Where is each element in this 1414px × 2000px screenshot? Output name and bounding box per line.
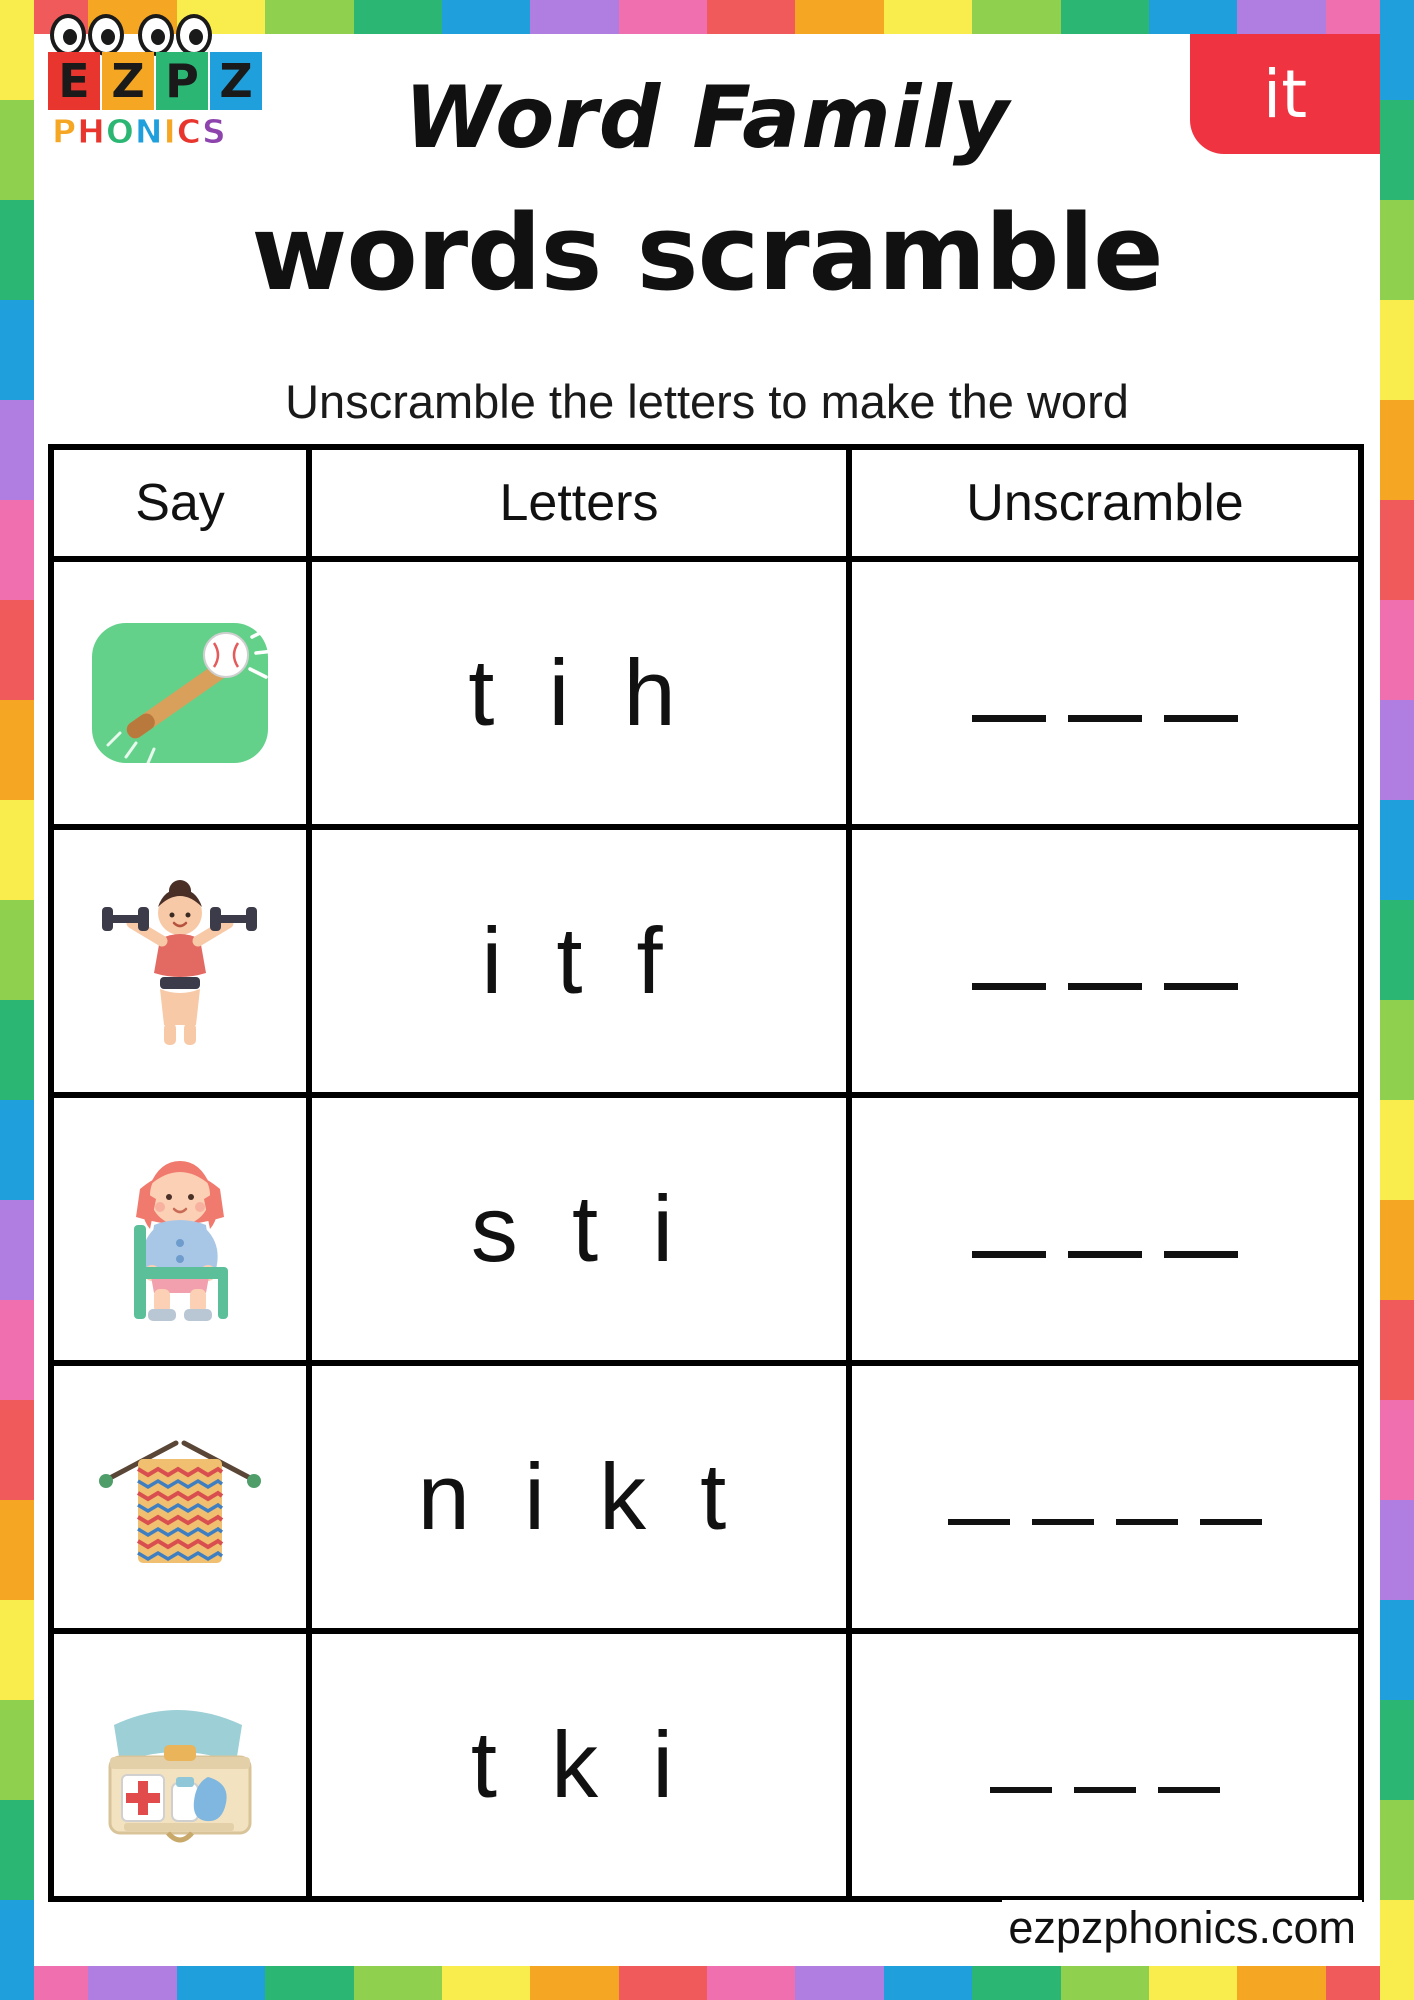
unscramble-answer-cell[interactable] [852,830,1358,1092]
border-swatch [1380,700,1414,800]
border-swatch [795,0,883,34]
letters-text: s t i [470,1176,688,1281]
border-swatch [1380,900,1414,1000]
border-swatch [1380,1600,1414,1700]
answer-blank[interactable] [1068,983,1142,990]
border-swatch [442,1966,530,2000]
border-swatch [88,1966,176,2000]
border-swatch [1380,1300,1414,1400]
answer-blanks[interactable] [972,1251,1238,1258]
border-swatch [0,1000,34,1100]
say-cell [54,1634,312,1896]
answer-blank[interactable] [972,983,1046,990]
scramble-table [48,444,1364,1902]
answer-blank[interactable] [1074,1787,1136,1793]
answer-blank[interactable] [1200,1519,1262,1525]
table-row [54,830,1358,1098]
word-family-tag-label: it [1262,55,1308,133]
border-swatch [0,400,34,500]
baseball-bat-hit-icon [80,593,280,793]
border-swatch [619,0,707,34]
column-header-letters: Letters [312,450,852,556]
table-row [54,1098,1358,1366]
table-header-row [54,450,1358,562]
unscramble-answer-cell[interactable] [852,562,1358,824]
say-cell [54,830,312,1092]
logo-word-letter: I [163,112,176,151]
page-title-line1: Word Family [404,68,1010,168]
answer-blanks[interactable] [972,983,1238,990]
border-swatch [0,500,34,600]
answer-blanks[interactable] [990,1787,1220,1793]
answer-blank[interactable] [1032,1519,1094,1525]
border-swatch [1380,1400,1414,1500]
border-swatch [0,1900,34,2000]
border-swatch [1380,1900,1414,2000]
border-swatch [1380,400,1414,500]
letters-text: i t f [481,908,677,1013]
border-swatch [707,1966,795,2000]
answer-blanks[interactable] [948,1519,1262,1525]
border-swatch [1149,1966,1237,2000]
answer-blank[interactable] [972,715,1046,722]
letters-cell [312,830,852,1092]
logo-letter-block: Z [210,52,262,110]
border-swatch [1380,800,1414,900]
unscramble-answer-cell[interactable] [852,1634,1358,1896]
letters-cell [312,1366,852,1628]
border-swatch [972,0,1060,34]
border-swatch [0,100,34,200]
border-swatch [619,1966,707,2000]
decorative-border-right [1380,0,1414,2000]
site-url: ezpzphonics.com [1002,1900,1362,1956]
table-row [54,1634,1358,1896]
answer-blank[interactable] [1116,1519,1178,1525]
border-swatch [354,0,442,34]
girl-sitting-on-chair-icon [80,1129,280,1329]
border-swatch [0,900,34,1000]
border-swatch [1237,1966,1325,2000]
letters-text: t k i [470,1712,688,1817]
border-swatch [0,0,34,100]
answer-blank[interactable] [1068,715,1142,722]
table-row [54,1366,1358,1634]
letters-cell [312,1098,852,1360]
letters-cell [312,562,852,824]
table-row [54,562,1358,830]
border-swatch [1380,100,1414,200]
answer-blank[interactable] [1158,1787,1220,1793]
border-swatch [1380,1100,1414,1200]
border-swatch [0,1200,34,1300]
border-swatch [0,1700,34,1800]
decorative-border-left [0,0,34,2000]
border-swatch [0,1600,34,1700]
say-cell [54,562,312,824]
logo-word-letter: H [77,112,105,151]
border-swatch [1237,0,1325,34]
column-header-say: Say [54,450,312,556]
border-swatch [1380,1200,1414,1300]
worksheet-sheet [34,34,1380,1966]
border-swatch [530,0,618,34]
border-swatch [530,1966,618,2000]
page-title-line2: words scramble [251,192,1163,314]
border-swatch [1149,0,1237,34]
logo-word-letter: P [52,112,77,151]
logo-letter-block: P [156,52,208,110]
border-swatch [884,0,972,34]
logo-word-letter: S [202,112,226,151]
letters-text: n i k t [417,1444,741,1549]
border-swatch [177,1966,265,2000]
border-swatch [1380,1700,1414,1800]
border-swatch [265,1966,353,2000]
answer-blank[interactable] [972,1251,1046,1258]
answer-blank[interactable] [1068,1251,1142,1258]
border-swatch [1380,1500,1414,1600]
border-swatch [0,200,34,300]
say-cell [54,1098,312,1360]
border-swatch [1380,500,1414,600]
border-swatch [1380,600,1414,700]
border-swatch [1380,300,1414,400]
border-swatch [795,1966,883,2000]
border-swatch [354,1966,442,2000]
border-swatch [1380,1000,1414,1100]
logo-word-letter: C [176,112,201,151]
border-swatch [1061,1966,1149,2000]
border-swatch [0,1500,34,1600]
unscramble-answer-cell[interactable] [852,1366,1358,1628]
logo-letter-block: Z [102,52,154,110]
answer-blank[interactable] [1164,715,1238,722]
border-swatch [884,1966,972,2000]
border-swatch [0,1800,34,1900]
answer-blanks[interactable] [972,715,1238,722]
knitting-needles-yarn-icon [80,1397,280,1597]
border-swatch [0,800,34,900]
column-header-unscramble: Unscramble [966,474,1244,532]
letters-text: t i h [468,640,690,745]
border-swatch [1380,1800,1414,1900]
letters-cell [312,1634,852,1896]
border-swatch [442,0,530,34]
logo-word-letter: N [134,112,163,151]
border-swatch [0,600,34,700]
woman-lifting-weights-fit-icon [80,861,280,1061]
answer-blank[interactable] [1164,1251,1238,1258]
logo-word-letter: O [105,112,134,151]
border-swatch [0,1100,34,1200]
border-swatch [1061,0,1149,34]
border-swatch [0,300,34,400]
border-swatch [1380,200,1414,300]
first-aid-kit-icon [80,1665,280,1865]
border-swatch [972,1966,1060,2000]
border-swatch [1380,0,1414,100]
unscramble-answer-cell[interactable] [852,1098,1358,1360]
border-swatch [0,1300,34,1400]
page-subtitle: Unscramble the letters to make the word [285,375,1129,428]
border-swatch [0,700,34,800]
answer-blank[interactable] [990,1787,1052,1793]
say-cell [54,1366,312,1628]
answer-blank[interactable] [948,1519,1010,1525]
logo-letter-block: E [48,52,100,110]
border-swatch [0,1400,34,1500]
answer-blank[interactable] [1164,983,1238,990]
border-swatch [707,0,795,34]
decorative-border-bottom [0,1966,1414,2000]
